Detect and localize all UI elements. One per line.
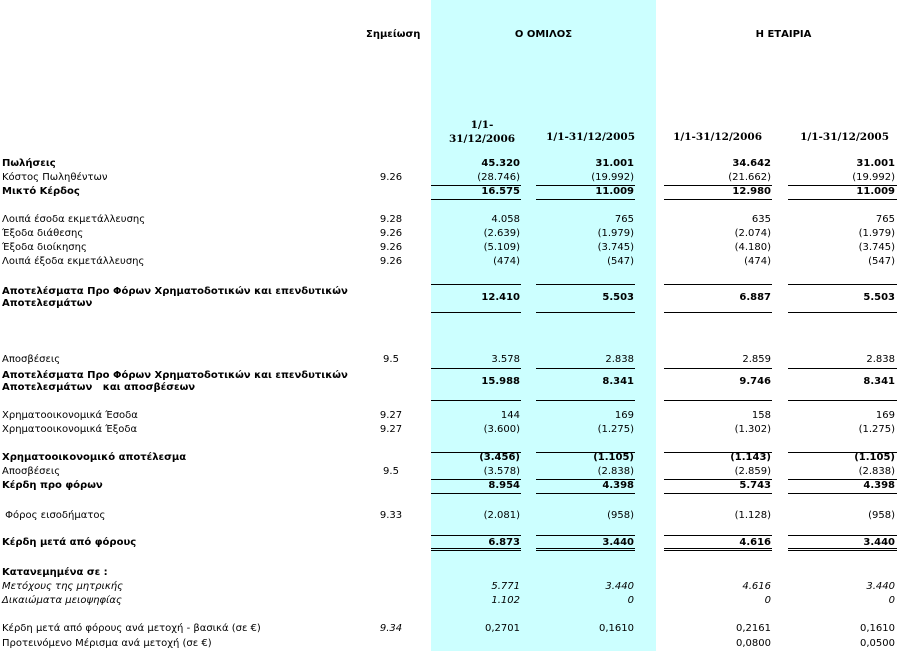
row-value: 2.838 (605, 354, 634, 365)
row-label: Αποσβέσεις (2, 466, 61, 477)
row-value: 0,0500 (860, 638, 895, 649)
rule-line (788, 493, 897, 494)
row-note: 9.26 (379, 242, 403, 253)
row-value: 9.746 (739, 376, 771, 387)
row-value: (547) (868, 256, 895, 267)
total-rule-line (431, 548, 521, 549)
total-rule-line (788, 548, 897, 549)
row-value: 15.988 (481, 376, 520, 387)
row-value: 3.440 (602, 537, 634, 548)
row-note: 9.5 (383, 354, 399, 365)
rule-line (431, 199, 521, 200)
row-value: (4.180) (734, 242, 771, 253)
row-value: 144 (500, 410, 520, 421)
row-note: 9.26 (379, 256, 403, 267)
row-value: (2.838) (858, 466, 895, 477)
row-label: Κέρδη μετά από φόρους ανά μετοχή - βασικά (σε €) (2, 623, 261, 634)
rule-line (664, 185, 772, 186)
row-label: Λοιπά έξοδα εκμετάλλευσης (2, 256, 145, 267)
row-value: 169 (875, 410, 895, 421)
row-value: 6.887 (739, 292, 771, 303)
row-value: (1.275) (858, 424, 895, 435)
row-value: (1.302) (734, 424, 771, 435)
row-value: (3.600) (483, 424, 520, 435)
row-value: 0 (764, 595, 771, 606)
rule-line (536, 185, 635, 186)
rule-line (664, 284, 772, 285)
row-value: 6.873 (488, 537, 520, 548)
row-note: 9.27 (379, 424, 403, 435)
row-label: Αποσβέσεις (2, 354, 61, 365)
row-value: 0,1610 (599, 623, 634, 634)
row-label: Κέρδη μετά από φόρους (2, 537, 137, 548)
period-header: 1/1-31/12/2006 (673, 131, 762, 143)
row-value: (1.275) (597, 424, 634, 435)
row-value: (1.128) (734, 510, 771, 521)
row-value: 765 (614, 214, 634, 225)
row-value: 34.642 (732, 158, 771, 169)
rule-line (536, 479, 635, 480)
rule-line (664, 452, 772, 453)
row-value: 158 (751, 410, 771, 421)
row-value: (3.745) (858, 242, 895, 253)
row-value: 5.743 (739, 480, 771, 491)
row-value: (2.074) (734, 228, 771, 239)
rule-line (431, 479, 521, 480)
row-label: Έξοδα διάθεσης (2, 228, 84, 239)
row-value: 0 (888, 595, 895, 606)
row-value: 8.341 (602, 376, 634, 387)
row-value: 2.859 (742, 354, 771, 365)
rule-line (431, 400, 521, 401)
row-value: (547) (607, 256, 634, 267)
rule-line (788, 284, 897, 285)
row-label: Λοιπά έσοδα εκμετάλλευσης (2, 214, 146, 225)
row-note: 9.5 (383, 466, 399, 477)
total-rule-line (536, 550, 635, 551)
row-value: 0 (627, 595, 634, 606)
row-value: 12.410 (481, 292, 520, 303)
row-note: 9.33 (379, 510, 403, 521)
row-value: 0,2701 (485, 623, 520, 634)
row-label: Κόστος Πωληθέντων (2, 172, 108, 183)
rule-line (536, 312, 635, 313)
row-value: (19.992) (852, 172, 895, 183)
row-value: (2.639) (483, 228, 520, 239)
row-value: 11.009 (595, 186, 634, 197)
row-label: Χρηματοοικονομικό αποτέλεσμα (2, 452, 187, 463)
row-label: Πωλήσεις (2, 158, 56, 169)
total-rule-line (664, 535, 772, 536)
row-value: 4.616 (742, 581, 771, 592)
row-note: 9.26 (379, 228, 403, 239)
row-value: 4.398 (602, 480, 634, 491)
row-value: 3.440 (863, 537, 895, 548)
row-value: 5.503 (602, 292, 634, 303)
row-label: Προτεινόμενο Μέρισμα ανά μετοχή (σε €) (2, 638, 212, 649)
row-value: 8.341 (863, 376, 895, 387)
rule-line (788, 479, 897, 480)
rule-line (431, 493, 521, 494)
row-value: 1.102 (491, 595, 520, 606)
row-value: 12.980 (732, 186, 771, 197)
row-value: (2.859) (734, 466, 771, 477)
row-value: (21.662) (728, 172, 771, 183)
row-value: (1.979) (858, 228, 895, 239)
row-value: (2.838) (597, 466, 634, 477)
rule-line (788, 185, 897, 186)
row-note: 9.34 (379, 623, 403, 634)
row-label: Έξοδα διοίκησης (2, 242, 87, 253)
rule-line (536, 400, 635, 401)
row-label: Φόρος εισοδήματος (2, 510, 106, 521)
row-value: 169 (614, 410, 634, 421)
row-value: 45.320 (481, 158, 520, 169)
row-value: (958) (868, 510, 895, 521)
rule-line (536, 493, 635, 494)
rule-line (664, 312, 772, 313)
row-value: (1.105) (593, 452, 634, 463)
row-value: 3.440 (866, 581, 895, 592)
row-value: 31.001 (595, 158, 634, 169)
group-header: Ο ΟΜΙΛΟΣ (514, 29, 573, 40)
row-value: 4.398 (863, 480, 895, 491)
total-rule-line (536, 548, 635, 549)
total-rule-line (431, 550, 521, 551)
row-value: (5.109) (483, 242, 520, 253)
rule-line (788, 452, 897, 453)
row-value: 11.009 (856, 186, 895, 197)
rule-line (536, 368, 635, 369)
rule-line (431, 284, 521, 285)
rule-line (536, 284, 635, 285)
row-value: 3.578 (491, 354, 520, 365)
rule-line (788, 312, 897, 313)
row-label: Αποτελέσματα Προ Φόρων Χρηματοδοτικών και επενδυτικών Αποτελεσμάτων και αποσβέσεων (2, 370, 348, 393)
rule-line (536, 452, 635, 453)
rule-line (431, 452, 521, 453)
row-label: Μετόχους της μητρικής (2, 581, 124, 592)
rule-line (788, 199, 897, 200)
total-rule-line (664, 548, 772, 549)
row-value: 2.838 (866, 354, 895, 365)
total-rule-line (788, 535, 897, 536)
group-column-highlight (431, 0, 656, 651)
rule-line (431, 368, 521, 369)
row-value: 0,2161 (736, 623, 771, 634)
rule-line (431, 312, 521, 313)
row-value: (958) (607, 510, 634, 521)
row-value: 0,0800 (736, 638, 771, 649)
row-value: (474) (493, 256, 520, 267)
row-label: Χρηματοοικονομικά Έξοδα (2, 424, 138, 435)
row-value: 3.440 (605, 581, 634, 592)
row-value: (1.105) (854, 452, 895, 463)
row-value: 8.954 (488, 480, 520, 491)
total-rule-line (664, 550, 772, 551)
row-value: 5.771 (491, 581, 520, 592)
row-value: 4.058 (491, 214, 520, 225)
total-rule-line (788, 550, 897, 551)
row-label: Μικτό Κέρδος (2, 186, 80, 197)
rule-line (664, 400, 772, 401)
row-label: Κατανεμημένα σε : (2, 567, 108, 578)
total-rule-line (431, 535, 521, 536)
total-rule-line (536, 535, 635, 536)
rule-line (664, 368, 772, 369)
row-value: (19.992) (591, 172, 634, 183)
row-value: 31.001 (856, 158, 895, 169)
row-note: 9.26 (379, 172, 403, 183)
period-header: 1/1-31/12/2005 (800, 131, 889, 143)
row-note: 9.28 (379, 214, 403, 225)
row-label: Αποτελέσματα Προ Φόρων Χρηματοδοτικών και επενδυτικών Αποτελεσμάτων (2, 286, 348, 309)
row-value: (1.979) (597, 228, 634, 239)
row-label: Χρηματοοικονομικά Έσοδα (2, 410, 138, 421)
row-value: (3.578) (483, 466, 520, 477)
period-header: 1/1-31/12/2005 (546, 131, 635, 143)
period-header: 1/1- 31/12/2006 (448, 119, 516, 145)
rule-line (536, 199, 635, 200)
row-value: 5.503 (863, 292, 895, 303)
row-note: 9.27 (379, 410, 403, 421)
row-value: (2.081) (483, 510, 520, 521)
row-label: Κέρδη προ φόρων (2, 480, 103, 491)
row-value: 4.616 (739, 537, 771, 548)
note-column-header: Σημείωση (366, 29, 421, 40)
row-value: (1.143) (730, 452, 771, 463)
row-value: 16.575 (481, 186, 520, 197)
row-value: (3.745) (597, 242, 634, 253)
row-value: (474) (744, 256, 771, 267)
rule-line (788, 368, 897, 369)
row-value: 0,1610 (860, 623, 895, 634)
row-value: 765 (875, 214, 895, 225)
company-header: Η ΕΤΑΙΡΙΑ (755, 29, 812, 40)
rule-line (431, 185, 521, 186)
rule-line (788, 400, 897, 401)
rule-line (664, 479, 772, 480)
row-label: Δικαιώματα μειοψηφίας (2, 595, 122, 606)
row-value: (28.746) (477, 172, 520, 183)
row-value: (3.456) (479, 452, 520, 463)
row-value: 635 (751, 214, 771, 225)
rule-line (664, 199, 772, 200)
rule-line (664, 493, 772, 494)
